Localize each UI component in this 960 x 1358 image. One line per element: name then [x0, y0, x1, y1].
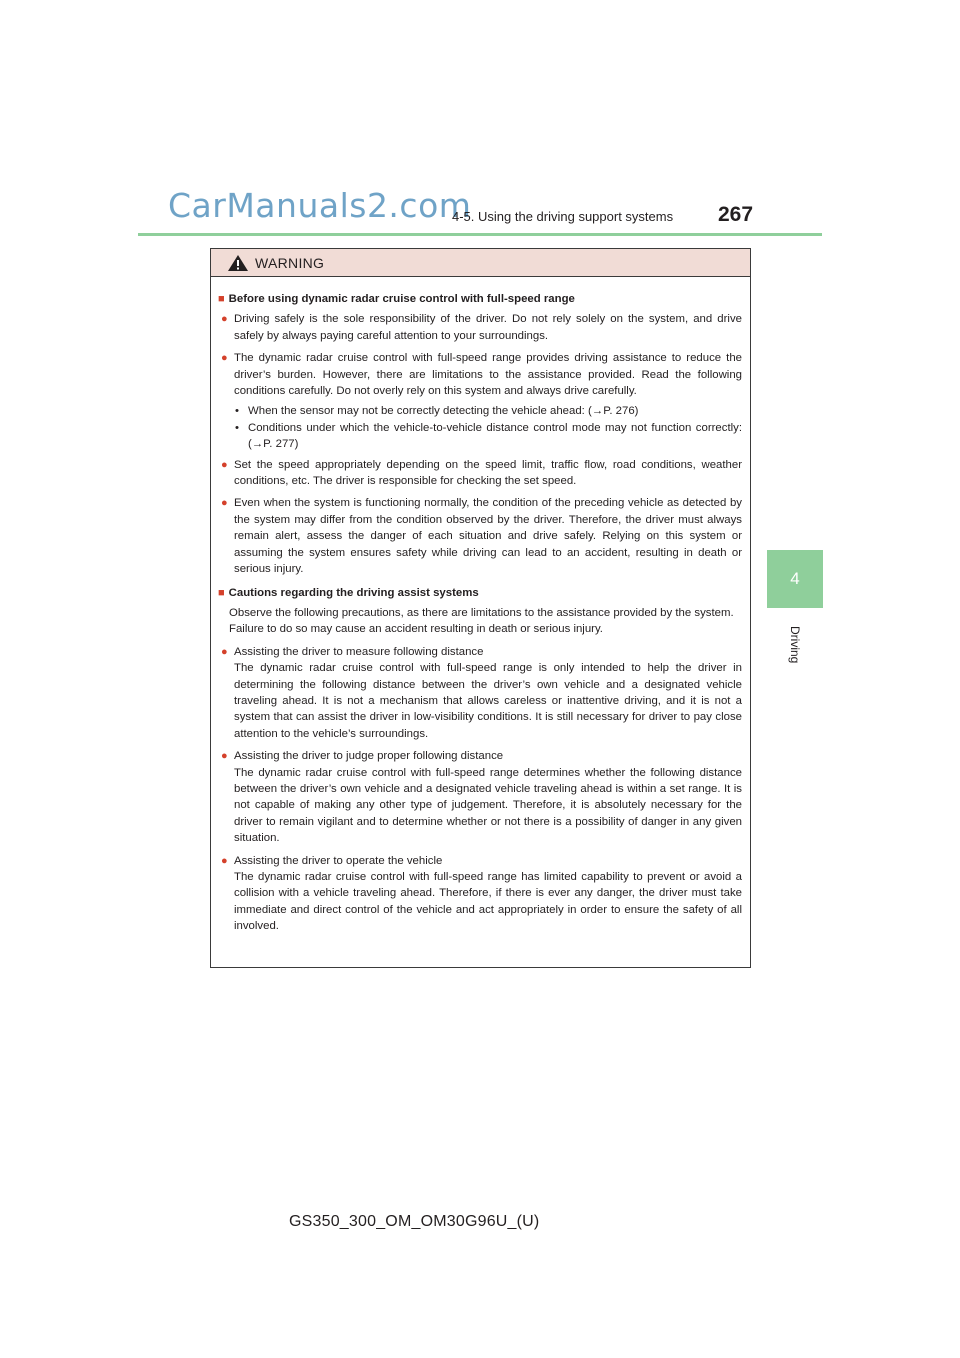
list-item-text: Even when the system is functioning normally, the condition of the preceding vehicle as detected by the system may differ from the condition observed by the driver. Therefore, the driver must always remain alert, assess the danger of each situation and drive safely. Relying on this system or assuming the system ensures safety while driving can lead to an accident, resulting in death or serious injury. — [234, 497, 742, 576]
sub-bullet-icon: • — [235, 421, 239, 434]
section-heading-text: Before using dynamic radar cruise control with full-speed range — [228, 293, 575, 305]
list-item-text: The dynamic radar cruise control with full-speed range provides driving assistance to reduce the driver’s burden. However, there are limitations to the assistance provided. Read the following conditions carefully. Do not overly rely on this system and always drive carefully. — [234, 352, 742, 398]
square-bullet-icon: ■ — [218, 586, 225, 599]
section-heading-text: Cautions regarding the driving assist systems — [228, 586, 479, 599]
list-item — [218, 853, 742, 935]
warning-header — [211, 249, 750, 277]
list-item-body — [234, 644, 742, 742]
bullet-dot-icon: ● — [221, 497, 228, 510]
list-item-text: Set the speed appropriately depending on the speed limit, traffic flow, road conditions, weather conditions, etc. The driver is responsible for checking the set speed. — [234, 458, 742, 488]
list-item-body — [234, 853, 742, 935]
list-item — [218, 748, 742, 846]
bullet-dot-icon: ● — [221, 352, 228, 365]
chapter-label-container — [762, 620, 828, 690]
sub-list-item-text: Conditions under which the vehicle-to-vehicle distance control mode may not function correctly: (→P. 277) — [248, 421, 742, 451]
list-item — [218, 457, 742, 490]
list-item-title: Assisting the driver to measure following distance — [234, 645, 484, 658]
list-item-text: Driving safely is the sole responsibility of the driver. Do not rely solely on the system, and drive safely by always paying careful attention to your surroundings. — [234, 313, 742, 342]
sub-list-item — [235, 403, 742, 419]
section-heading — [218, 585, 742, 601]
list-item — [218, 495, 742, 577]
list-item — [218, 644, 742, 742]
page-number: 267 — [718, 203, 754, 226]
warning-label: WARNING — [255, 255, 325, 271]
sub-list-item-text: When the sensor may not be correctly detecting the vehicle ahead: (→P. 276) — [248, 405, 639, 418]
bullet-dot-icon: ● — [221, 458, 228, 471]
header-rule — [138, 233, 822, 236]
bullet-dot-icon: ● — [221, 750, 228, 763]
list-item-body — [234, 748, 742, 846]
chapter-label: Driving — [788, 626, 802, 664]
bullet-dot-icon: ● — [221, 645, 228, 658]
warning-triangle-icon — [227, 254, 249, 272]
list-item-text: The dynamic radar cruise control with full-speed range determines whether the following distance between the driver’s own vehicle and a designated vehicle traveling ahead is within a set range. It is not capable of making any other type of judgement. Therefore, it is absolutely necessary for the driver to remain vigilant and to determine whether or not there is a possibility of danger in any given situation. — [234, 766, 742, 845]
list-item — [218, 311, 742, 344]
watermark-logo: CarManuals2.com — [168, 186, 472, 225]
document-code-footer: GS350_300_OM_OM30G96U_(U) — [289, 1213, 540, 1230]
bullet-dot-icon: ● — [221, 313, 228, 326]
section-heading — [218, 291, 742, 307]
list-item-title: Assisting the driver to judge proper following distance — [234, 750, 504, 763]
warning-box — [210, 248, 751, 968]
square-bullet-icon: ■ — [218, 293, 225, 305]
section-title: 4-5. Using the driving support systems — [452, 209, 674, 224]
bullet-dot-icon: ● — [221, 854, 228, 867]
chapter-tab[interactable]: 4 — [767, 550, 823, 608]
list-item-title: Assisting the driver to operate the vehicle — [234, 854, 443, 867]
list-item-text: The dynamic radar cruise control with full-speed range has limited capability to prevent or avoid a collision with a vehicle traveling ahead. Therefore, if there is ever any danger, the driver must take immediate and direct control of the vehicle and act appropriately in order to ensure the safety of all involved. — [234, 871, 742, 933]
list-item — [218, 350, 742, 399]
intro-paragraph: Observe the following precautions, as there are limitations to the assistance provided by the system. Failure to do so may cause an accident resulting in death or serious injury. — [229, 606, 734, 636]
sub-bullet-icon: • — [235, 405, 239, 418]
warning-body — [211, 277, 750, 935]
sub-list-item — [235, 420, 742, 453]
list-item-text: The dynamic radar cruise control with full-speed range is only intended to help the driver in determining the following distance between the driver’s own vehicle and a designated vehicle traveling ahead. It is not a mechanism that allows careless or inattentive driving, and it is not a system that can assist the driver in low-visibility conditions. It is still necessary for driver to pay close attention to the vehicle’s surroundings. — [234, 662, 742, 740]
